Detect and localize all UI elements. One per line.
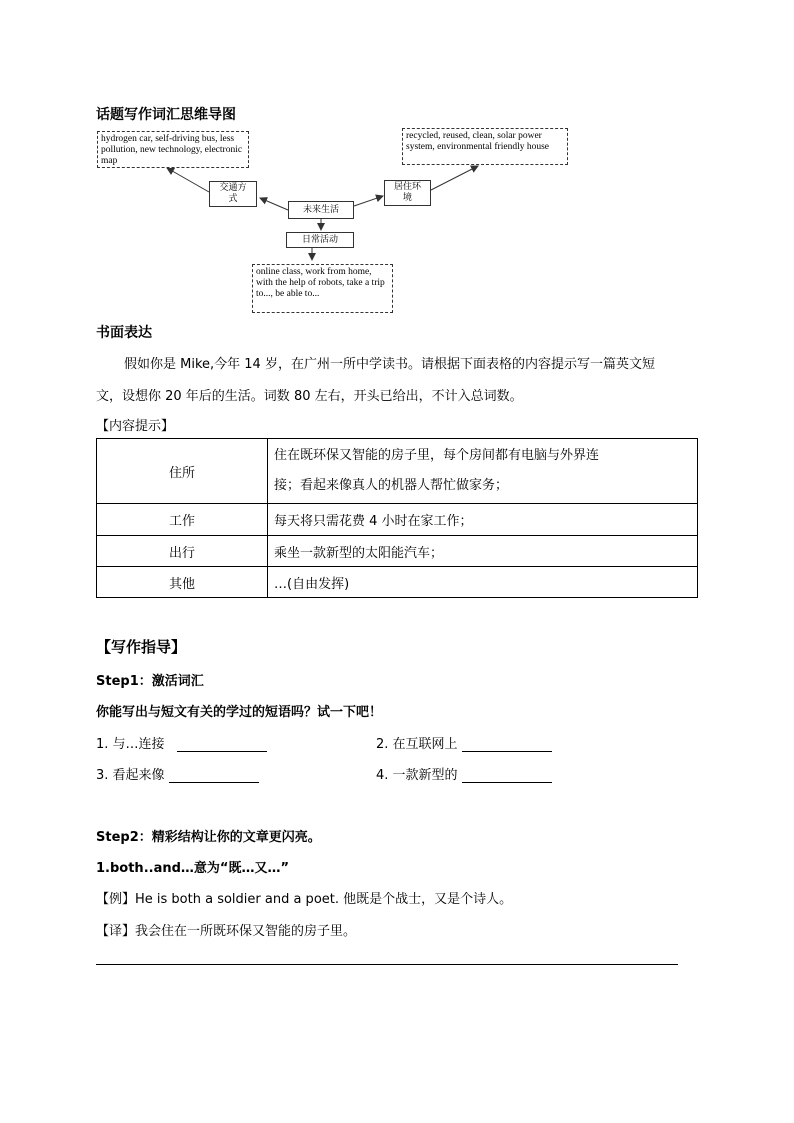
row-content-line: 住在既环保又智能的房子里，每个房间都有电脑与外界连 <box>274 448 600 463</box>
step1-question: 你能写出与短文有关的学过的短语吗？试一下吧！ <box>96 705 383 720</box>
answer-blank[interactable] <box>169 782 259 783</box>
writing-heading: 书面表达 <box>96 325 152 341</box>
daily-vocab-box: online class, work from home, with the help of robots, take a trip to..., be able to... <box>252 264 393 313</box>
phrase-item-1 <box>96 733 267 752</box>
step1-heading: Step1：激活词汇 <box>96 674 204 689</box>
row-label: 出行 <box>97 536 268 567</box>
answer-blank[interactable] <box>462 782 552 783</box>
step2-heading: Step2：精彩结构让你的文章更闪亮。 <box>96 830 321 845</box>
translate-prompt: 【译】我会住在一所既环保又智能的房子里。 <box>96 924 357 939</box>
structure-heading: 1.both..and…意为“既…又…” <box>96 861 289 876</box>
table-row <box>97 439 698 504</box>
row-label: 其他 <box>97 567 268 598</box>
node-environment: 居住环境 <box>384 180 431 206</box>
translation-answer-line[interactable] <box>96 964 678 965</box>
table-row <box>97 567 698 598</box>
tips-label: 【内容提示】 <box>96 419 175 434</box>
table-row <box>97 536 698 567</box>
node-future-life: 未来生活 <box>288 201 354 219</box>
row-label: 住所 <box>97 439 268 504</box>
phrase-item-4 <box>376 764 552 783</box>
row-content: …(自由发挥) <box>268 567 698 598</box>
prompt-line-2: 文，设想你 20 年后的生活。词数 80 左右，开头已给出，不计入总词数。 <box>96 389 523 404</box>
transport-vocab-box: hydrogen car, self-driving bus, less pollution, new technology, electronic map <box>97 131 249 168</box>
table-row <box>97 504 698 536</box>
answer-blank[interactable] <box>462 751 552 752</box>
guide-heading: 【写作指导】 <box>96 638 187 656</box>
phrase-item-2 <box>376 733 552 752</box>
row-content <box>268 439 698 504</box>
phrase-item-label: 2. 在互联网上 <box>376 737 458 752</box>
answer-blank[interactable] <box>177 751 267 752</box>
mindmap-title: 话题写作词汇思维导图 <box>96 107 236 123</box>
example-sentence: 【例】He is both a soldier and a poet. 他既是个战士，又是个诗人。 <box>96 892 513 907</box>
node-transport: 交通方式 <box>209 181 257 207</box>
row-content-line: 接；看起来像真人的机器人帮忙做家务； <box>274 478 509 493</box>
phrase-item-label: 1. 与…连接 <box>96 737 165 752</box>
content-tips-table <box>96 438 698 598</box>
prompt-line-1: 假如你是 Mike,今年 14 岁，在广州一所中学读书。请根据下面表格的内容提示写一篇英文短 <box>124 357 655 372</box>
environment-vocab-box: recycled, reused, clean, solar power system, environmental friendly house <box>402 128 568 165</box>
row-label: 工作 <box>97 504 268 536</box>
phrase-item-3 <box>96 764 259 783</box>
phrase-item-label: 3. 看起来像 <box>96 768 165 783</box>
node-daily-activities: 日常活动 <box>286 232 354 248</box>
row-content: 每天将只需花费 4 小时在家工作； <box>268 504 698 536</box>
phrase-item-label: 4. 一款新型的 <box>376 768 458 783</box>
row-content: 乘坐一款新型的太阳能汽车； <box>268 536 698 567</box>
